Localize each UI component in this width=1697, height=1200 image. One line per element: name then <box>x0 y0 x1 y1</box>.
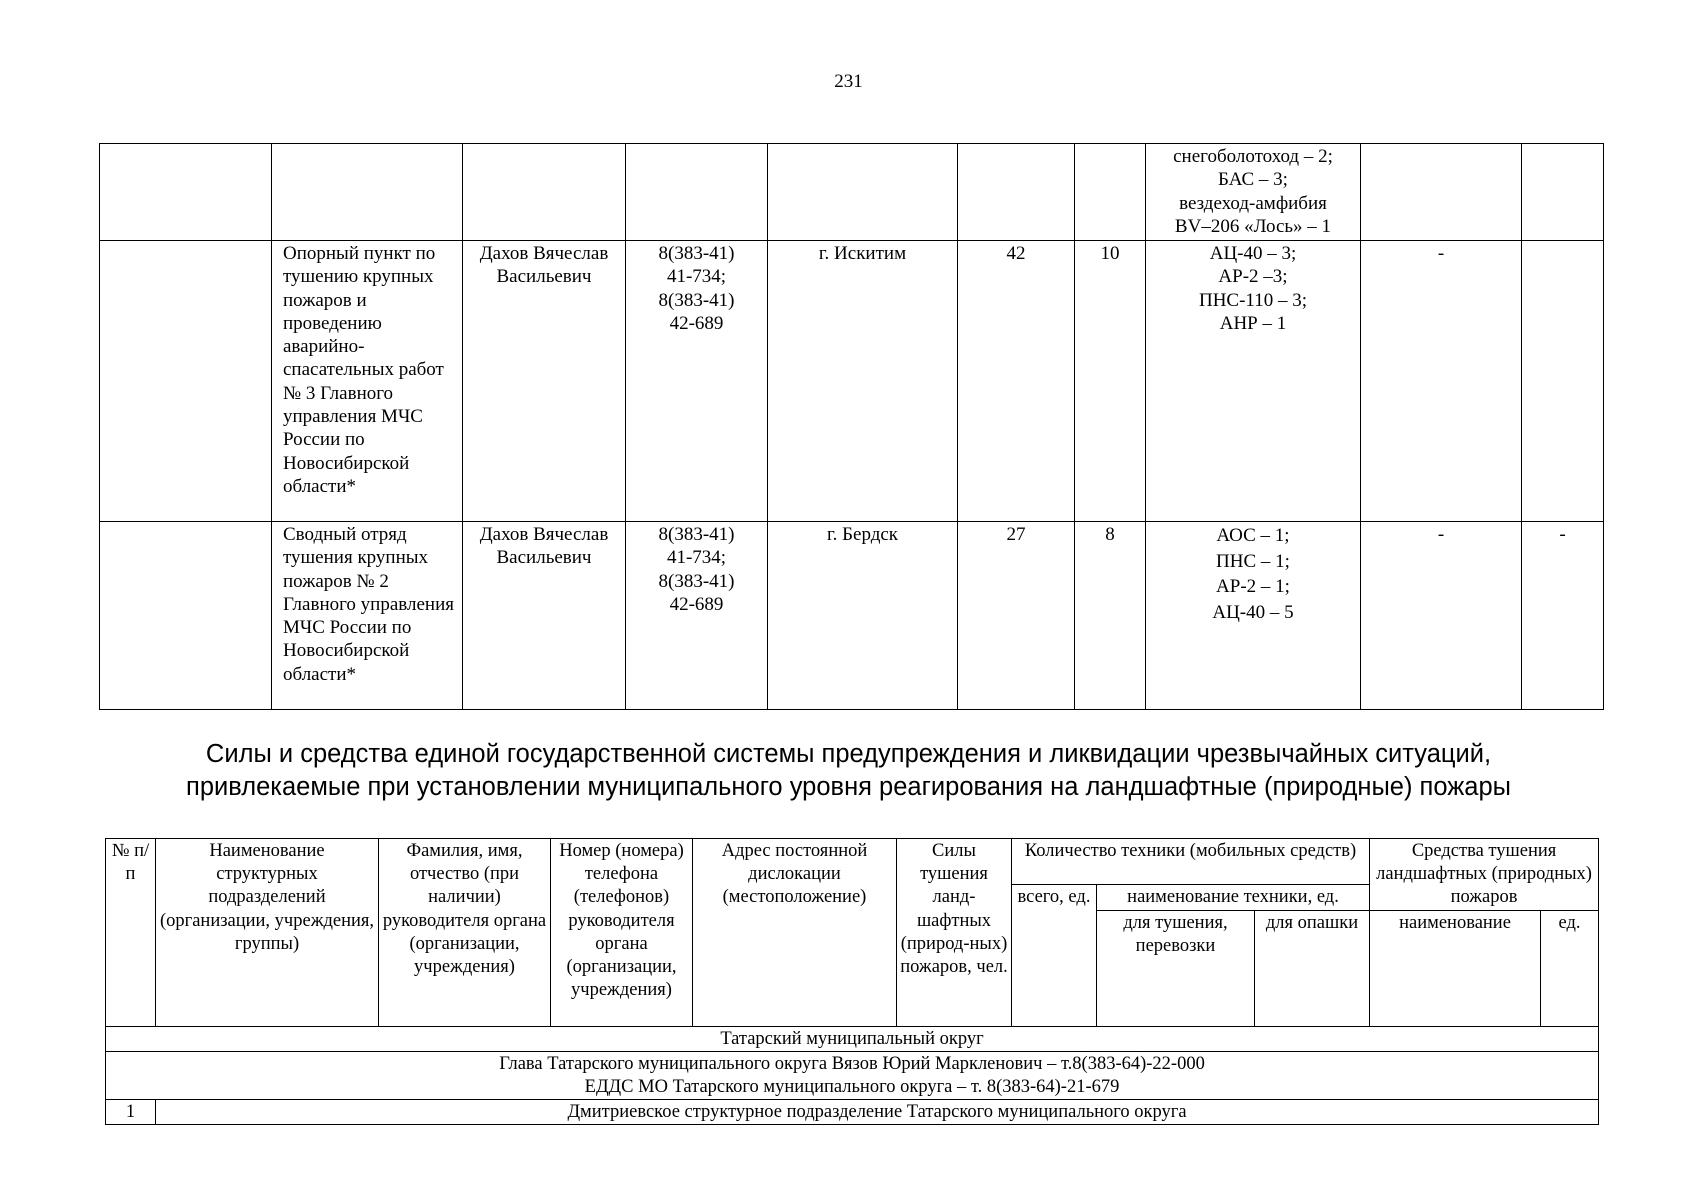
phone-line: 42-689 <box>669 593 724 615</box>
phone-cell <box>626 241 768 522</box>
forces-table <box>105 838 1599 1125</box>
count-cell <box>1075 144 1146 241</box>
section-title: Татарский муниципальный округ <box>106 1026 1599 1051</box>
col-header-equipment-names: наименование техники, ед. <box>1097 885 1370 911</box>
empty-col-cell <box>100 241 272 522</box>
col-header-extinguish: для тушения, перевозки <box>1097 910 1255 1026</box>
subdivision-title: Дмитриевское структурное подразделение Татарского муниципального округа <box>156 1100 1599 1125</box>
address-cell: г. Искитим <box>768 241 958 522</box>
means-name-cell <box>1361 144 1522 241</box>
contact-line: Глава Татарского муниципального округа Вязов Юрий Маркленович – т.8(383-64)-22-000 <box>499 1053 1205 1074</box>
forces-cell: 42 <box>958 241 1075 522</box>
col-header-num: № п/п <box>106 839 156 1027</box>
means-unit-cell <box>1522 241 1604 522</box>
phone-line: 8(383-41) <box>658 243 735 264</box>
phone-line: 8(383-41) <box>658 524 735 545</box>
phone-line: 8(383-41) <box>658 289 735 311</box>
equipment-cell <box>1146 144 1361 241</box>
header-row <box>106 839 1599 885</box>
phone-cell <box>626 522 768 710</box>
equipment-line: АР-2 –3; <box>1218 266 1288 288</box>
section-row <box>106 1026 1599 1051</box>
address-cell: г. Бердск <box>768 522 958 710</box>
equipment-line: АР-2 – 1; <box>1216 576 1290 597</box>
equipment-cell <box>1146 241 1361 522</box>
col-header-name: Наименование структурных подразделений (организации, учреждения, группы) <box>156 839 379 1027</box>
equipment-line: АЦ-40 – 3; <box>1209 243 1297 264</box>
head-cell: Дахов Вячеслав Васильевич <box>463 241 626 522</box>
equipment-line: ПНС-110 – 3; <box>1198 289 1308 311</box>
contacts-row <box>106 1051 1599 1099</box>
count-cell: 8 <box>1075 522 1146 710</box>
col-header-forces: Силы тушения ланд-шафтных (природ-ных) пожаров, чел. <box>897 839 1012 1027</box>
unit-name-cell: Опорный пункт по тушению крупных пожаров и проведению аварийно-спасательных работ № 3 Главного управления МЧС России по Новосибирской области* <box>272 241 463 522</box>
col-header-means: Средства тушения ландшафтных (природных) пожаров <box>1370 839 1599 911</box>
forces-cell: 27 <box>958 522 1075 710</box>
equipment-line: BV–206 «Лось» – 1 <box>1174 215 1332 237</box>
equipment-line: вездеход-амфибия <box>1179 192 1327 214</box>
continued-table <box>99 143 1604 710</box>
equipment-line: БАС – 3; <box>1218 169 1288 191</box>
section-heading <box>0 738 1697 804</box>
phone-line: 41-734; <box>666 266 727 288</box>
count-cell: 10 <box>1075 241 1146 522</box>
phone-line: 41-734; <box>666 547 727 569</box>
col-header-equipment: Количество техники (мобильных средств) <box>1012 839 1370 885</box>
heading-line: привлекаемые при установлении муниципального уровня реагирования на ландшафтные (природные) пожары <box>186 773 1511 801</box>
equipment-line: АЦ-40 – 5 <box>1212 601 1294 623</box>
phone-cell <box>626 144 768 241</box>
table-row <box>100 241 1604 522</box>
forces-cell <box>958 144 1075 241</box>
equipment-cell <box>1146 522 1361 710</box>
head-cell <box>463 144 626 241</box>
col-header-means-name: наименование <box>1370 910 1541 1026</box>
col-header-plow: для опашки <box>1255 910 1370 1026</box>
page-number: 231 <box>834 71 863 92</box>
equipment-line: ПНС – 1; <box>1216 550 1290 572</box>
unit-name-cell: Сводный отряд тушения крупных пожаров № 2 Главного управления МЧС России по Новосибирской области* <box>272 522 463 710</box>
table-row <box>100 522 1604 710</box>
equipment-line: снегоболотоход – 2; <box>1173 146 1333 167</box>
phone-line: 42-689 <box>669 312 724 334</box>
col-header-head: Фамилия, имя, отчество (при наличии) руководителя органа (организации, учреждения) <box>379 839 551 1027</box>
equipment-line: АНР – 1 <box>1219 312 1287 334</box>
means-unit-cell <box>1522 144 1604 241</box>
means-name-cell: - <box>1361 522 1522 710</box>
col-header-phone: Номер (номера) телефона (телефонов) руководителя органа (организации, учреждения) <box>551 839 693 1027</box>
empty-col-cell <box>100 522 272 710</box>
col-header-means-unit: ед. <box>1541 910 1599 1026</box>
table-row <box>106 1100 1599 1125</box>
table-row <box>100 144 1604 241</box>
means-name-cell: - <box>1361 241 1522 522</box>
empty-col-cell <box>100 144 272 241</box>
phone-line: 8(383-41) <box>658 570 735 592</box>
col-header-address: Адрес постоянной дислокации (местоположение) <box>693 839 897 1027</box>
unit-name-cell <box>272 144 463 241</box>
means-unit-cell: - <box>1522 522 1604 710</box>
head-cell: Дахов Вячеслав Васильевич <box>463 522 626 710</box>
row-number: 1 <box>106 1100 156 1125</box>
contact-line: ЕДДС МО Татарского муниципального округа – т. 8(383-64)-21-679 <box>584 1077 1120 1098</box>
heading-line: Силы и средства единой государственной системы предупреждения и ликвидации чрезвычайных ситуаций, <box>205 740 1492 768</box>
contacts-cell <box>106 1051 1599 1099</box>
equipment-line: АОС – 1; <box>1216 525 1290 546</box>
col-header-total: всего, ед. <box>1012 885 1097 1027</box>
address-cell <box>768 144 958 241</box>
